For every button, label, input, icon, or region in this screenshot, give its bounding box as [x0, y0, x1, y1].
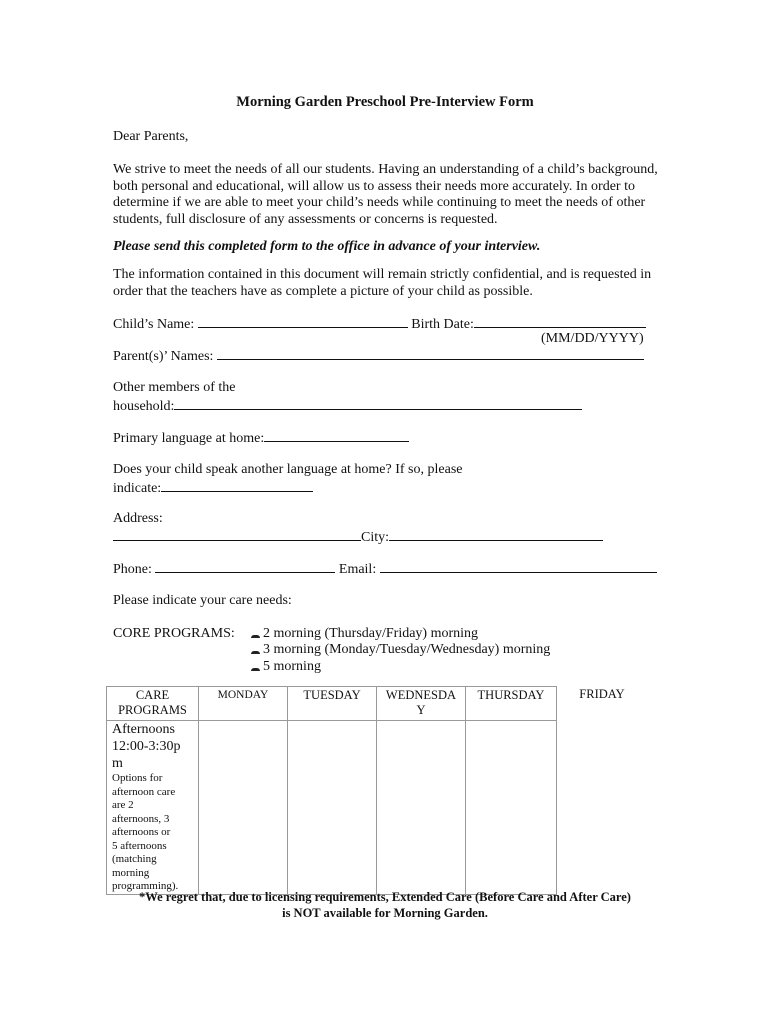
parents-label: Parent(s)’ Names: — [113, 349, 214, 364]
row-note-2: afternoon care — [112, 785, 176, 798]
footer-line-2: is NOT available for Morning Garden. — [282, 906, 488, 920]
email-field[interactable] — [380, 559, 657, 573]
table-header-row — [107, 687, 648, 721]
wednesday-cell[interactable] — [377, 721, 466, 895]
row-label-2: 12:00-3:30p — [112, 739, 181, 754]
checkbox-icon[interactable] — [250, 663, 260, 671]
header-thursday: THURSDAY — [466, 687, 557, 721]
core-option-2[interactable]: 3 morning (Monday/Tuesday/Wednesday) morning — [250, 641, 550, 658]
table-row — [107, 721, 648, 895]
row-label-cell — [107, 721, 199, 895]
household-row — [113, 396, 582, 415]
other-language-field[interactable] — [161, 478, 313, 492]
row-note-3: are 2 — [112, 799, 134, 811]
city-label: City: — [361, 530, 390, 545]
checkbox-icon[interactable] — [250, 630, 260, 638]
parents-field[interactable] — [217, 346, 644, 360]
row-label-3: m — [112, 756, 123, 771]
row-note-1: Options for — [112, 772, 163, 784]
footer-line-1: *We regret that, due to licensing requirements, Extended Care (Before Care and After Care) — [139, 890, 631, 904]
core-programs-label: CORE PROGRAMS: — [113, 626, 235, 641]
monday-cell[interactable] — [199, 721, 288, 895]
core-option-3[interactable]: 5 morning — [250, 658, 321, 675]
row-label-1: Afternoons — [112, 722, 175, 737]
address-field[interactable] — [113, 527, 361, 541]
header-tuesday: TUESDAY — [288, 687, 377, 721]
phone-field[interactable] — [155, 559, 335, 573]
household-label-1: Other members of the — [113, 380, 236, 395]
thursday-cell[interactable] — [466, 721, 557, 895]
language-row — [113, 428, 409, 447]
core-option-1[interactable]: 2 morning (Thursday/Friday) morning — [250, 625, 478, 642]
phone-label: Phone: — [113, 562, 152, 577]
row-note-7: (matching — [112, 853, 157, 865]
language-label: Primary language at home: — [113, 431, 265, 446]
tuesday-cell[interactable] — [288, 721, 377, 895]
row-note-4: afternoons, 3 — [112, 812, 170, 825]
parents-row — [113, 346, 644, 365]
instruction-text: Please send this completed form to the office in advance of your interview. — [113, 239, 541, 254]
header-care-programs: CARE PROGRAMS — [107, 687, 199, 721]
birth-date-field[interactable] — [474, 314, 646, 328]
intro-paragraph: We strive to meet the needs of all our students. Having an understanding of a child’s background, both personal and educational, will allow us to assess their needs more accurately. In order to determine if we are able to meet your child’s needs while continuing to meet the needs of other students, full disclosure of any assessments or concerns is requested. — [113, 162, 658, 227]
header-friday: FRIDAY — [579, 686, 625, 701]
email-label: Email: — [338, 562, 377, 577]
address-row — [113, 527, 603, 546]
child-name-label: Child’s Name: — [113, 317, 195, 332]
row-note-8: morning — [112, 866, 150, 879]
header-monday: MONDAY — [199, 687, 288, 721]
row-note-6: 5 afternoons — [112, 839, 167, 852]
language-field[interactable] — [264, 428, 409, 442]
address-label: Address: — [113, 511, 163, 526]
child-name-field[interactable] — [198, 314, 408, 328]
row-note-5: afternoons or — [112, 826, 171, 838]
other-language-label-2: indicate: — [113, 481, 162, 496]
other-language-row — [113, 478, 313, 497]
care-needs-label: Please indicate your care needs: — [113, 593, 292, 608]
friday-cell[interactable] — [557, 721, 648, 895]
birth-date-label: Birth Date: — [411, 317, 474, 332]
birth-date-format: (MM/DD/YYYY) — [541, 331, 644, 346]
checkbox-icon[interactable] — [250, 646, 260, 654]
household-label-2: household: — [113, 399, 175, 414]
page-title: Morning Garden Preschool Pre-Interview Form — [236, 94, 534, 110]
other-language-label-1: Does your child speak another language at home? If so, please — [113, 462, 463, 477]
care-programs-table — [106, 686, 648, 895]
row-note-9: programming). — [112, 880, 179, 892]
phone-email-row — [113, 559, 657, 578]
footer-note — [0, 889, 770, 921]
city-field[interactable] — [389, 527, 603, 541]
greeting: Dear Parents, — [113, 129, 189, 144]
household-field[interactable] — [174, 396, 582, 410]
header-wednesday: WEDNESDA Y — [377, 687, 466, 721]
confidential-paragraph: The information contained in this document will remain strictly confidential, and is requested in order that the teachers have as complete a picture of your child as possible. — [113, 267, 652, 299]
